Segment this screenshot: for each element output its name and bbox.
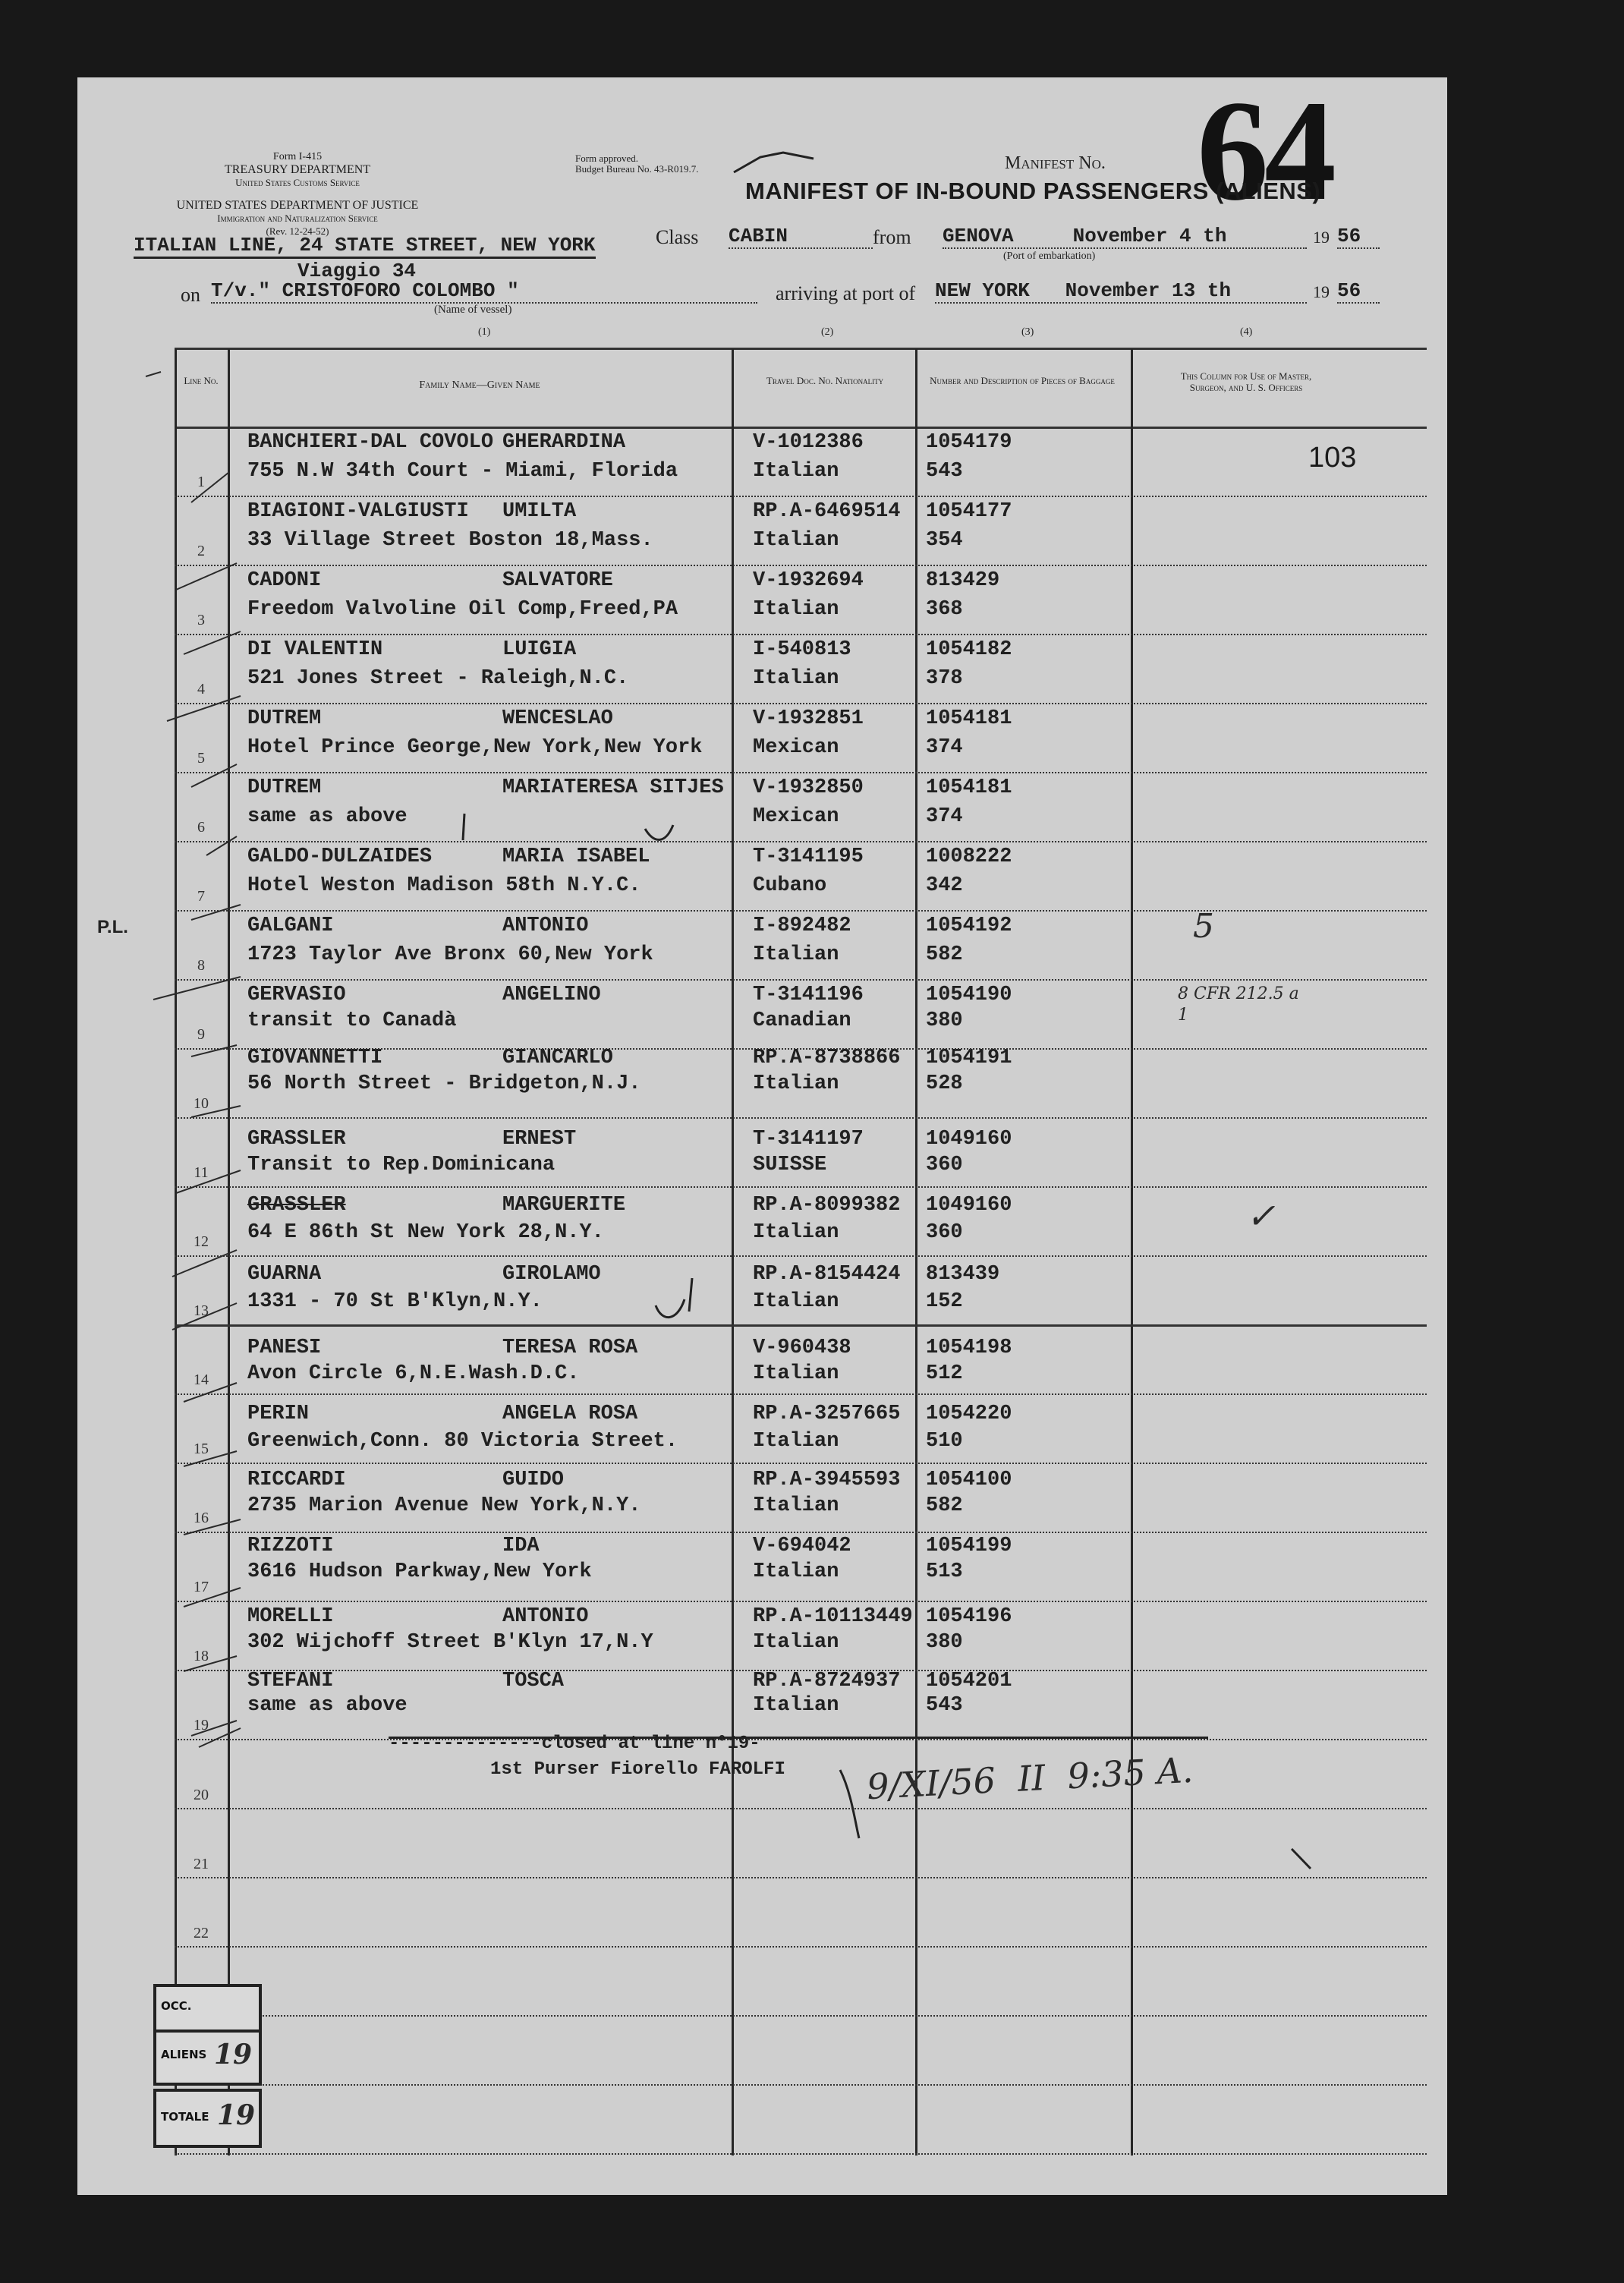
pencil-check-marks	[77, 77, 1447, 2195]
given-name: ANTONIO	[502, 915, 589, 937]
baggage-number: 1054179	[926, 431, 1012, 454]
family-name: CADONI	[247, 569, 322, 592]
line-number: 1	[197, 474, 205, 490]
family-name: GIOVANNETTI	[247, 1047, 383, 1069]
budget-bureau: Budget Bureau No. 43-R019.7.	[575, 163, 699, 175]
line-number: 3	[197, 612, 205, 628]
travel-doc: V-1012386	[753, 431, 864, 454]
line-company: ITALIAN LINE, 24 STATE STREET, NEW YORK	[134, 234, 596, 259]
nationality: Italian	[753, 1560, 839, 1583]
baggage-pieces: 380	[926, 1009, 963, 1032]
line-number-empty: 20	[194, 1787, 209, 1803]
line-number-empty: 22	[194, 1925, 209, 1941]
nationality: Cubano	[753, 874, 827, 897]
address: 521 Jones Street - Raleigh,N.C.	[247, 667, 629, 690]
baggage-pieces: 513	[926, 1560, 963, 1583]
line-number: 11	[194, 1164, 209, 1181]
line-number: 19	[194, 1717, 209, 1734]
address: transit to Canadà	[247, 1009, 457, 1032]
baggage-pieces: 354	[926, 529, 963, 552]
baggage-pieces: 378	[926, 667, 963, 690]
line-number: 4	[197, 681, 205, 697]
year-value: 56	[1337, 225, 1380, 249]
travel-doc: RP.A-8099382	[753, 1194, 901, 1217]
baggage-pieces: 582	[926, 1494, 963, 1517]
manifest-number: 64	[1197, 77, 1332, 231]
given-name: ANGELINO	[502, 984, 601, 1006]
treasury-department: TREASURY DEPARTMENT	[224, 163, 371, 176]
travel-doc: I-892482	[753, 915, 851, 937]
baggage-number: 1054100	[926, 1469, 1012, 1491]
given-name: IDA	[502, 1535, 540, 1557]
travel-doc: RP.A-3257665	[753, 1403, 901, 1425]
baggage-pieces: 360	[926, 1154, 963, 1176]
family-name: GALDO-DULZAIDES	[247, 845, 433, 868]
nationality: Italian	[753, 1290, 839, 1313]
baggage-pieces: 342	[926, 874, 963, 897]
travel-doc: V-960438	[753, 1337, 851, 1359]
address: Avon Circle 6,N.E.Wash.D.C.	[247, 1362, 580, 1385]
travel-doc: RP.A-10113449	[753, 1605, 913, 1628]
baggage-pieces: 528	[926, 1072, 963, 1095]
baggage-number: 1054199	[926, 1535, 1012, 1557]
baggage-number: 1049160	[926, 1128, 1012, 1151]
address: same as above	[247, 1694, 408, 1717]
travel-doc: RP.A-6469514	[753, 500, 901, 523]
arriving-value: NEW YORK November 13 th	[935, 279, 1307, 304]
line-number: 16	[194, 1510, 209, 1526]
baggage-pieces: 374	[926, 736, 963, 759]
justice-department: UNITED STATES DEPARTMENT OF JUSTICE	[176, 199, 419, 212]
given-name: ANTONIO	[502, 1605, 589, 1628]
line-number: 9	[197, 1026, 205, 1043]
nationality: Italian	[753, 1694, 839, 1717]
family-name: PERIN	[247, 1403, 310, 1425]
stamp-totale-label: TOTALE	[161, 2110, 209, 2124]
given-name: UMILTA	[502, 500, 577, 523]
nationality: SUISSE	[753, 1154, 827, 1176]
family-name: BIAGIONI-VALGIUSTI	[247, 500, 469, 523]
form-revision: (Rev. 12-24-52)	[266, 225, 329, 237]
baggage-pieces: 380	[926, 1631, 963, 1654]
family-name: MORELLI	[247, 1605, 334, 1628]
manifest-no-label: Manifest No.	[1005, 153, 1106, 173]
travel-doc: T-3141195	[753, 845, 864, 868]
stamp-aliens-label: ALIENS	[161, 2048, 207, 2061]
nationality: Italian	[753, 1362, 839, 1385]
from-value: GENOVA November 4 th	[943, 225, 1307, 249]
given-name: GIROLAMO	[502, 1263, 601, 1286]
line-number-empty: 21	[194, 1856, 209, 1872]
given-name: MARGUERITE	[502, 1194, 626, 1217]
given-name: GHERARDINA	[502, 431, 626, 454]
address: 755 N.W 34th Court - Miami, Florida	[247, 460, 678, 483]
baggage-number: 1054201	[926, 1670, 1012, 1693]
given-name: TOSCA	[502, 1670, 565, 1693]
given-name: LUIGIA	[502, 638, 577, 661]
baggage-number: 1054181	[926, 707, 1012, 730]
line-number: 8	[197, 957, 205, 974]
baggage-number: 813429	[926, 569, 1000, 592]
header-line-no: Line No.	[184, 375, 219, 386]
address: same as above	[247, 805, 408, 828]
address: 56 North Street - Bridgeton,N.J.	[247, 1072, 641, 1095]
family-name: GERVASIO	[247, 984, 346, 1006]
line-number: 2	[197, 543, 205, 559]
address: Hotel Weston Madison 58th N.Y.C.	[247, 874, 641, 897]
nationality: Italian	[753, 1494, 839, 1517]
stamp-aliens-box	[153, 2030, 262, 2086]
given-name: MARIATERESA SITJES	[502, 776, 724, 799]
margin-pl: P.L.	[97, 917, 128, 937]
vessel-name: T/v." CRISTOFORO COLOMBO "	[211, 279, 757, 304]
address: 1331 - 70 St B'Klyn,N.Y.	[247, 1290, 543, 1313]
travel-doc: RP.A-8724937	[753, 1670, 901, 1693]
baggage-number: 1054182	[926, 638, 1012, 661]
arriving-label: arriving at port of	[776, 282, 916, 304]
line-number: 14	[194, 1371, 209, 1388]
officer-note: 5	[1193, 907, 1214, 946]
given-name: GUIDO	[502, 1469, 565, 1491]
travel-doc: I-540813	[753, 638, 851, 661]
family-name: DI VALENTIN	[247, 638, 383, 661]
form-number: Form I-415	[272, 151, 323, 162]
line-number: 13	[194, 1302, 209, 1319]
nationality: Italian	[753, 529, 839, 552]
ins-service: Immigration and Naturalization Service	[217, 213, 378, 224]
col-number-1: (1)	[478, 326, 491, 338]
handwritten-date: 9/XI/56 II 9:35 A.	[865, 1749, 1194, 1808]
family-name: BANCHIERI-DAL COVOLO	[247, 431, 494, 454]
baggage-pieces: 152	[926, 1290, 963, 1313]
line-number: 6	[197, 819, 205, 836]
line-number: 7	[197, 888, 205, 905]
officer-note: 8 CFR 212.5 a 1	[1178, 984, 1299, 1025]
baggage-pieces: 368	[926, 598, 963, 621]
customs-service: United States Customs Service	[235, 177, 360, 188]
baggage-number: 1049160	[926, 1194, 1012, 1217]
travel-doc: RP.A-8154424	[753, 1263, 901, 1286]
nationality: Mexican	[753, 805, 839, 828]
baggage-pieces: 510	[926, 1430, 963, 1453]
baggage-pieces: 374	[926, 805, 963, 828]
travel-doc: V-1932850	[753, 776, 864, 799]
given-name: MARIA ISABEL	[502, 845, 650, 868]
header-officers: This Column for Use of Master, Surgeon, and U. S. Officers	[1180, 370, 1312, 393]
address: 1723 Taylor Ave Bronx 60,New York	[247, 943, 653, 966]
col-number-4: (4)	[1240, 326, 1253, 338]
family-name: PANESI	[247, 1337, 322, 1359]
stamp-aliens-value: 19	[214, 2039, 253, 2070]
nationality: Italian	[753, 598, 839, 621]
nationality: Canadian	[753, 1009, 851, 1032]
baggage-number: 1054196	[926, 1605, 1012, 1628]
family-name: GRASSLER	[247, 1194, 346, 1217]
year-label: 19	[1313, 228, 1330, 247]
class-label: Class	[656, 226, 699, 248]
nationality: Italian	[753, 1430, 839, 1453]
given-name: TERESA ROSA	[502, 1337, 638, 1359]
arriving-year: 56	[1337, 279, 1380, 304]
given-name: GIANCARLO	[502, 1047, 613, 1069]
line-number: 15	[194, 1441, 209, 1457]
line-number: 5	[197, 750, 205, 767]
address: Greenwich,Conn. 80 Victoria Street.	[247, 1430, 678, 1453]
line-number: 10	[194, 1095, 209, 1112]
travel-doc: V-1932851	[753, 707, 864, 730]
header-travel-doc: Travel Doc. No. Nationality	[766, 375, 884, 386]
baggage-pieces: 512	[926, 1362, 963, 1385]
address: 64 E 86th St New York 28,N.Y.	[247, 1221, 604, 1244]
address: 33 Village Street Boston 18,Mass.	[247, 529, 653, 552]
baggage-number: 1054181	[926, 776, 1012, 799]
on-label: on	[181, 284, 200, 306]
nationality: Italian	[753, 943, 839, 966]
given-name: ERNEST	[502, 1128, 577, 1151]
baggage-number: 1054190	[926, 984, 1012, 1006]
voyage: Viaggio 34	[297, 260, 417, 282]
purser-signature: 1st Purser Fiorello FAROLFI	[490, 1759, 785, 1780]
travel-doc: T-3141196	[753, 984, 864, 1006]
baggage-pieces: 543	[926, 1694, 963, 1717]
family-name: GALGANI	[247, 915, 334, 937]
baggage-number: 1054192	[926, 915, 1012, 937]
nationality: Italian	[753, 1072, 839, 1095]
stamp-occ-box	[153, 1984, 262, 2036]
travel-doc: T-3141197	[753, 1128, 864, 1151]
family-name: DUTREM	[247, 707, 322, 730]
baggage-pieces: 543	[926, 460, 963, 483]
baggage-number: 1054191	[926, 1047, 1012, 1069]
line-number: 17	[194, 1579, 209, 1595]
baggage-number: 1054177	[926, 500, 1012, 523]
family-name: DUTREM	[247, 776, 322, 799]
baggage-number: 813439	[926, 1263, 1000, 1286]
travel-doc: RP.A-3945593	[753, 1469, 901, 1491]
stamp-totale-value: 19	[217, 2099, 256, 2131]
baggage-number: 1054220	[926, 1403, 1012, 1425]
officer-note: ✓	[1246, 1195, 1276, 1236]
col-number-2: (2)	[821, 326, 834, 338]
vessel-caption: (Name of vessel)	[434, 304, 512, 316]
line-number: 18	[194, 1648, 209, 1664]
officer-note: 103	[1308, 442, 1357, 474]
stamp-occ-label: OCC.	[161, 1999, 192, 2013]
given-name: WENCESLAO	[502, 707, 613, 730]
baggage-number: 1008222	[926, 845, 1012, 868]
manifest-title: MANIFEST OF IN-BOUND PASSENGERS (ALIENS)	[745, 178, 1321, 204]
travel-doc: V-1932694	[753, 569, 864, 592]
form-approved: Form approved.	[575, 153, 639, 164]
nationality: Italian	[753, 1221, 839, 1244]
family-name: RIZZOTI	[247, 1535, 334, 1557]
class-value: CABIN	[729, 225, 873, 249]
family-name: RICCARDI	[247, 1469, 346, 1491]
stamp-totale-box	[153, 2089, 262, 2148]
address: 2735 Marion Avenue New York,N.Y.	[247, 1494, 641, 1517]
line-number: 12	[194, 1233, 209, 1250]
family-name: GRASSLER	[247, 1128, 346, 1151]
nationality: Italian	[753, 667, 839, 690]
address: 302 Wijchoff Street B'Klyn 17,N.Y	[247, 1631, 653, 1654]
header-baggage: Number and Description of Pieces of Baggage	[930, 375, 1115, 386]
family-name: STEFANI	[247, 1670, 334, 1693]
travel-doc: V-694042	[753, 1535, 851, 1557]
closed-at-line: --------------closed at line n°19-	[389, 1734, 760, 1754]
given-name: SALVATORE	[502, 569, 613, 592]
col-number-3: (3)	[1021, 326, 1034, 338]
manifest-page	[77, 77, 1447, 2195]
address: Freedom Valvoline Oil Comp,Freed,PA	[247, 598, 678, 621]
given-name: ANGELA ROSA	[502, 1403, 638, 1425]
nationality: Italian	[753, 460, 839, 483]
baggage-pieces: 582	[926, 943, 963, 966]
from-label: from	[873, 226, 911, 248]
port-of-embarkation-caption: (Port of embarkation)	[1003, 250, 1096, 262]
family-name: GUARNA	[247, 1263, 322, 1286]
baggage-number: 1054198	[926, 1337, 1012, 1359]
nationality: Italian	[753, 1631, 839, 1654]
address: 3616 Hudson Parkway,New York	[247, 1560, 592, 1583]
travel-doc: RP.A-8738866	[753, 1047, 901, 1069]
arriving-year-label: 19	[1313, 282, 1330, 301]
nationality: Mexican	[753, 736, 839, 759]
baggage-pieces: 360	[926, 1221, 963, 1244]
address: Hotel Prince George,New York,New York	[247, 736, 703, 759]
header-name: Family Name—Given Name	[419, 379, 540, 391]
address: Transit to Rep.Dominicana	[247, 1154, 555, 1176]
